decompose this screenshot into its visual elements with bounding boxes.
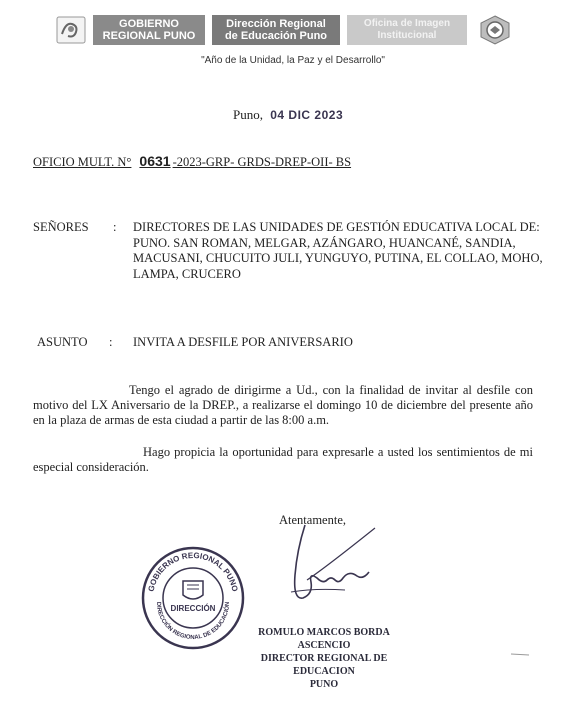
signer-title: DIRECTOR REGIONAL DE EDUCACION [260, 653, 388, 677]
senores-value: DIRECTORES DE LAS UNIDADES DE GESTIÓN EDUCATIVA LOCAL DE: PUNO. SAN ROMAN, MELGAR, AZÁNGARO, HUANCANÉ, SANDIA, MACUSANI, CHUCUITO JULI, YUNGUYO, PUTINA, EL COLLAO, MOHO, LAMPA, CRUCERO [133, 220, 543, 281]
asunto-label: ASUNTO [37, 335, 88, 349]
gobierno-line1: GOBIERNO [119, 18, 179, 30]
svg-text:GOBIERNO REGIONAL PUNO: GOBIERNO REGIONAL PUNO [146, 550, 240, 593]
handwritten-signature [265, 520, 385, 620]
direccion-line1: Dirección Regional [226, 18, 326, 30]
svg-text:DIRECCIÓN: DIRECCIÓN [170, 604, 216, 613]
stray-mark [510, 652, 530, 656]
signer-name: ROMULO MARCOS BORDA ASCENCIO [258, 627, 390, 651]
letterhead [0, 12, 586, 52]
gobierno-regional-logo-icon [56, 16, 86, 44]
body-paragraph-1: Tengo el agrado de dirigirme a Ud., con la finalidad de invitar al desfile con motivo del LX Aniversario de la DREP., a realizarse el domingo 10 de diciembre del presente año en la plaza de armas de esta ciudad a partir de las 8:00 a.m. [33, 383, 533, 427]
oficio-number: 0631 [139, 153, 171, 169]
oficina-line1: Oficina de Imagen [363, 18, 451, 29]
oficio-suffix: -2023-GRP- GRDS-DREP-OII- BS [172, 155, 352, 169]
year-motto: "Año de la Unidad, la Paz y el Desarrollo" [201, 55, 385, 66]
gobierno-line2: REGIONAL PUNO [102, 30, 196, 42]
official-seal-stamp [140, 545, 246, 651]
letter-date [233, 107, 343, 123]
oficina-line2: Institucional [377, 30, 437, 41]
closing-atentamente: Atentamente, [279, 513, 346, 527]
signer-city: PUNO [309, 679, 339, 690]
signer-block [234, 626, 414, 691]
oficina-imagen-box [347, 15, 467, 45]
drep-emblem-icon [478, 15, 512, 45]
body-paragraph-2: Hago propicia la oportunidad para expresarle a usted los sentimientos de mi especial consideración. [33, 445, 533, 474]
date-stamp: 04 DIC 2023 [270, 108, 344, 122]
asunto-value: INVITA A DESFILE POR ANIVERSARIO [133, 335, 353, 349]
date-place: Puno, [233, 107, 263, 122]
gobierno-regional-box [93, 15, 205, 45]
direccion-regional-box [212, 15, 340, 45]
oficio-reference [33, 153, 351, 170]
oficio-prefix: OFICIO MULT. N° [33, 155, 132, 169]
direccion-line2: de Educación Puno [224, 30, 328, 42]
senores-colon: : [113, 220, 117, 234]
senores-label: SEÑORES [33, 220, 89, 234]
svg-text:DIRECCIÓN REGIONAL DE EDUCACIÓ: DIRECCIÓN REGIONAL DE EDUCACIÓN [154, 601, 232, 642]
asunto-colon: : [109, 335, 113, 349]
